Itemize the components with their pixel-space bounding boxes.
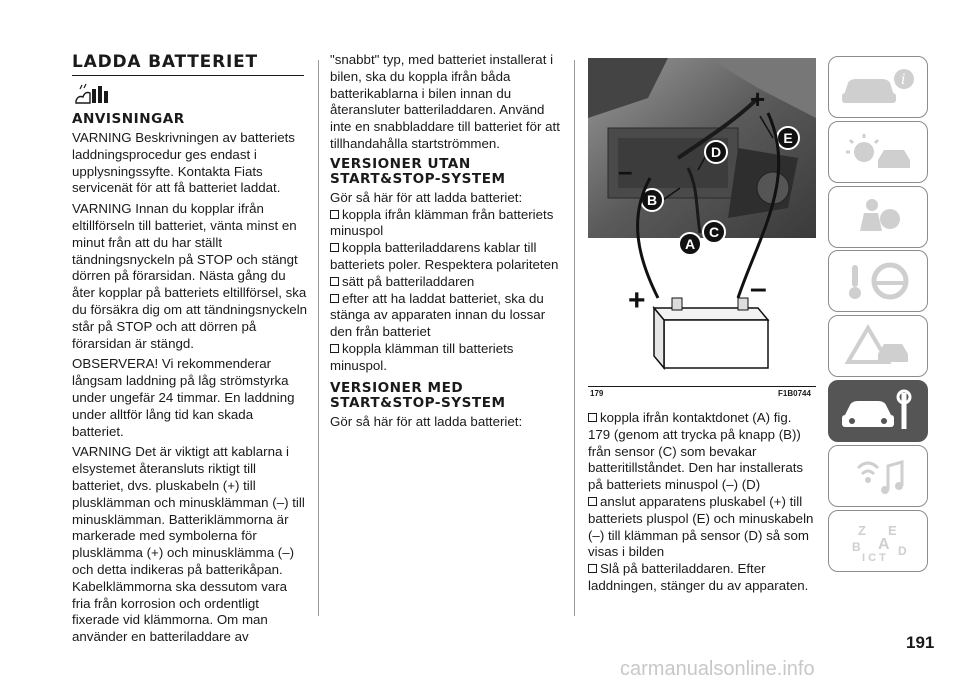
intro-text-2: Gör så här för att ladda batteriet:: [330, 413, 523, 429]
paragraph-note: OBSERVERA! Vi rekommenderar långsam laddning på låg strömstyrka under ungefär 24 timmar. En laddning under alltför lång tid kan skada batteriet.: [72, 356, 295, 439]
car-info-icon: [838, 65, 918, 109]
section-heading-instructions: ANVISNINGAR: [72, 111, 185, 127]
tab-dashboard-lights[interactable]: [828, 121, 928, 183]
svg-text:–: –: [618, 156, 633, 186]
index-letters-icon: [838, 519, 918, 563]
watermark: carmanualsonline.info: [620, 658, 815, 680]
paragraph-warning-1: VARNING Beskrivningen av batteriets laddningsprocedur ges endast i upplysningssyfte. Kontakta Fiats servicenät för att få batteriet laddat.: [72, 130, 295, 196]
page-number: 191: [906, 633, 935, 652]
svg-text:–: –: [750, 272, 767, 305]
tab-airbag-safety[interactable]: [828, 186, 928, 248]
list-item: anslut apparatens pluskabel (+) till batteriets pluspol (E) och minuskabeln (–) till klämman på sensor (D) så som visas i bilden: [588, 493, 814, 560]
bullet-box-icon: [330, 243, 339, 252]
svg-text:+: +: [628, 284, 646, 317]
list-item: koppla ifrån kontaktdonet (A) fig. 179 (genom att trycka på knapp (B)) från sensor (C) som bevakar batteritillståndet. Den har installerats på batteriets minuspol (–) (D): [588, 410, 804, 493]
list-item: koppla klämman till batteriets minuspol.: [330, 340, 514, 373]
column-2: [330, 52, 562, 434]
bullet-box-icon: [330, 294, 339, 303]
title-divider: [72, 75, 304, 76]
svg-text:A: A: [878, 535, 890, 553]
section-heading-with-startstop: VERSIONER MED START&STOP-SYSTEM: [330, 379, 506, 411]
list-item: sätt på batteriladdaren: [330, 274, 562, 291]
car-service-icon: [838, 389, 918, 433]
intro-text-1: Gör så här för att ladda batteriet:: [330, 189, 523, 205]
section-heading-without-startstop: VERSIONER UTAN START&STOP-SYSTEM: [330, 155, 506, 187]
list-item: efter att ha laddat batteriet, ska du stänga av apparaten innan du lossar den från batteriet: [330, 290, 546, 340]
figure-code: F1B0744: [778, 389, 811, 398]
battery-box-drawing: [654, 298, 768, 368]
list-item: koppla ifrån klämman från batteriets minuspol: [330, 206, 554, 239]
warning-road-icon: [838, 324, 918, 368]
bullet-box-icon: [330, 210, 339, 219]
svg-text:I C T: I C T: [862, 551, 886, 563]
paragraph-warning-2: VARNING Innan du kopplar ifrån eltillförseln till batteriet, vänta minst en minut från att du har ställt tändningsnyckeln på STOP och stängt dörren på förarsidan. Nästa gång du åter kopplar på batteriets eltillförsel, ska du försäkra dig om att tändningsnyckeln står på STOP och att dörren på förarsidan är stängd.: [72, 201, 308, 351]
svg-text:E: E: [783, 130, 793, 146]
svg-text:D: D: [710, 144, 722, 160]
column-1: [72, 52, 308, 646]
column-divider-1: [318, 60, 319, 616]
figure-battery-charging: [588, 58, 816, 380]
tab-multimedia[interactable]: [828, 445, 928, 507]
bullet-box-icon: [588, 413, 597, 422]
battery-illustration: [588, 58, 816, 380]
multimedia-icon: [838, 454, 918, 498]
paragraph-warning-3: VARNING Det är viktigt att kablarna i elsystemet återansluts riktigt till batteriet, dvs. pluskabeln (+) till plusklämman och minusklämman (–) till minusklämman. Batteriklämmorna är markerade med symbolerna för plusklämma (+) och minusklämma (–) och detta indikeras på batterikåpan. Kabelklämmorna ska dessutom vara fria från korrosion och ordentligt fixerade vid klämmorna. Om man använder en batteriladdare av: [72, 444, 305, 645]
svg-text:C: C: [708, 224, 720, 240]
airbag-safety-icon: [838, 195, 918, 239]
bullet-box-icon: [588, 497, 597, 506]
page-title: LADDA BATTERIET: [72, 52, 258, 72]
column-3: [588, 410, 816, 595]
svg-text:Z: Z: [858, 522, 866, 538]
battery-charge-icon: [74, 82, 308, 108]
bullet-box-icon: [330, 277, 339, 286]
figure-number: 179: [590, 389, 604, 398]
list-item: Slå på batteriladdaren. Efter laddningen, stänger du av apparaten.: [588, 561, 809, 593]
figure-caption-rule: [588, 386, 816, 387]
tab-steering-key[interactable]: [828, 250, 928, 312]
bullet-box-icon: [330, 344, 339, 353]
svg-text:A: A: [684, 236, 696, 252]
tab-car-info[interactable]: [828, 56, 928, 118]
tab-car-service[interactable]: [828, 380, 928, 442]
steering-key-icon: [838, 259, 918, 303]
svg-text:B: B: [852, 539, 861, 554]
section-tabs: [828, 56, 928, 574]
tab-index[interactable]: [828, 510, 928, 572]
list-item: koppla batteriladdarens kablar till batteriets poler. Respektera polariteten: [330, 240, 559, 272]
tab-warning-road[interactable]: [828, 315, 928, 377]
svg-text:D: D: [898, 543, 907, 558]
bullet-box-icon: [588, 564, 597, 573]
svg-text:+: +: [750, 84, 766, 114]
dashboard-lights-icon: [838, 130, 918, 174]
paragraph-fast-charger: "snabbt" typ, med batteriet installerat i bilen, ska du koppla ifrån båda batterikablarna i bilen innan du återansluter batteriladdaren. Använd inte en snabbladdare till batteriet för att tillhandahålla startströmmen.: [330, 52, 560, 151]
column-divider-2: [574, 60, 575, 616]
svg-text:B: B: [646, 192, 658, 208]
svg-text:i: i: [901, 72, 906, 88]
svg-text:E: E: [888, 522, 897, 538]
